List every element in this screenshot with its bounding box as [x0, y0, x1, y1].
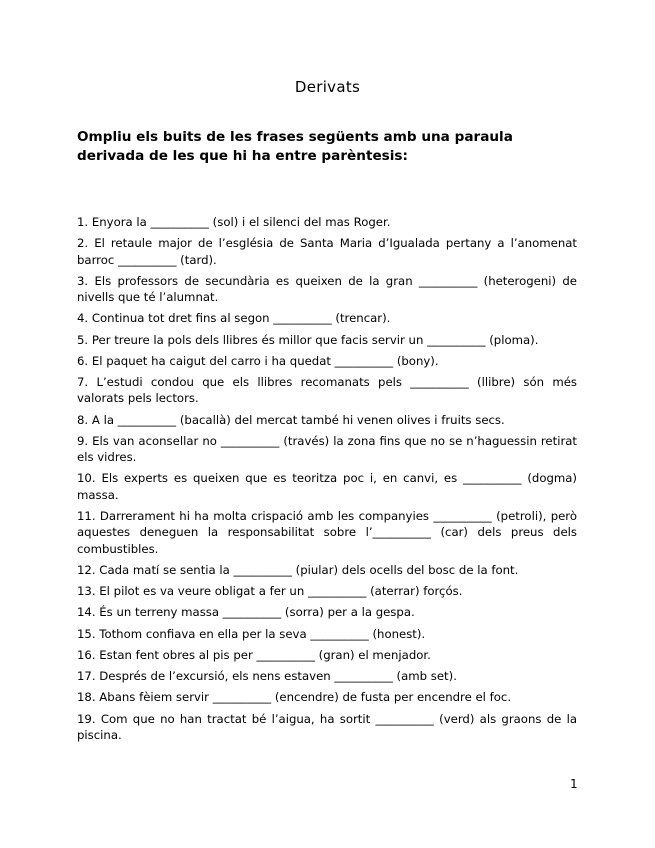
instructions-heading: Ompliu els buits de les frases següents amb una paraula derivada de les que hi ha entre parèntesis:: [77, 129, 513, 164]
exercise-item: 7. L’estudi condou que els llibres recomanats pels __________ (llibre) són més valorats pels lectors.: [77, 375, 577, 406]
exercise-item: 13. El pilot es va veure obligat a fer un __________ (aterrar) forçós.: [77, 584, 463, 599]
page-number: 1: [570, 777, 578, 791]
exercise-item: 14. És un terreny massa __________ (sorra) per a la gespa.: [77, 605, 415, 620]
exercise-item: 9. Els van aconsellar no __________ (través) la zona fins que no se n’haguessin retirat els vidres.: [77, 433, 577, 465]
exercise-item: 5. Per treure la pols dels llibres és millor que facis servir un __________ (ploma).: [77, 332, 539, 347]
exercise-item: 3. Els professors de secundària es queixen de la gran __________ (heterogeni) de nivells que té l’alumnat.: [77, 273, 577, 305]
page-title: Derivats: [294, 78, 361, 96]
exercise-item: 11. Darrerament hi ha molta crispació amb les companyies __________ (petroli), però aquestes deneguen la responsabilitat sobre l’__________ (car) dels preus dels combustibles.: [77, 509, 577, 556]
exercise-item: 1. Enyora la __________ (sol) i el silenci del mas Roger.: [77, 215, 391, 229]
exercise-item: 10. Els experts es queixen que es teoritza poc i, en canvi, es __________ (dogma) massa.: [77, 471, 577, 502]
exercise-item: 18. Abans fèiem servir __________ (encendre) de fusta per encendre el foc.: [77, 690, 512, 705]
exercise-item: 6. El paquet ha caigut del carro i ha quedat __________ (bony).: [77, 353, 439, 368]
exercise-item: 19. Com que no han tractat bé l’aigua, ha sortit __________ (verd) als graons de la piscina.: [77, 711, 577, 742]
exercise-item: 12. Cada matí se sentia la __________ (piular) dels ocells del bosc de la font.: [77, 563, 519, 578]
exercise-item: 15. Tothom confiava en ella per la seva __________ (honest).: [77, 626, 426, 641]
exercise-item: 16. Estan fent obres al pis per __________ (gran) el menjador.: [77, 647, 431, 662]
exercise-item: 17. Després de l’excursió, els nens estaven __________ (amb set).: [77, 669, 457, 684]
exercise-item: 8. A la __________ (bacallà) del mercat també hi venen olives i fruits secs.: [77, 412, 505, 427]
exercise-list: [77, 214, 577, 748]
exercise-item: 4. Continua tot dret fins al segon __________ (trencar).: [77, 311, 391, 326]
exercise-item: 2. El retaule major de l’església de Santa Maria d’Igualada pertany a l’anomenat barroc __________ (tard).: [77, 236, 577, 267]
